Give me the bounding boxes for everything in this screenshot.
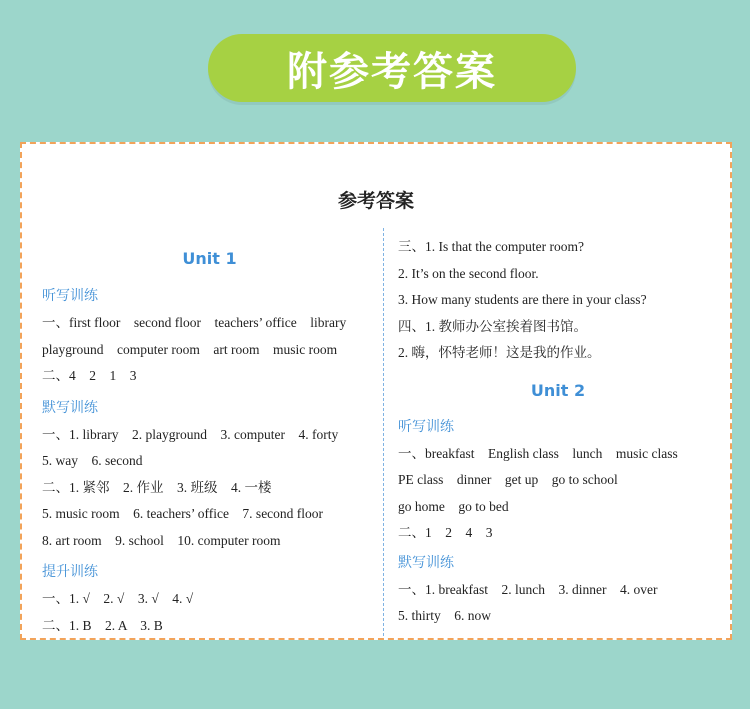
answer-line: 3. How many students are there in your class? xyxy=(398,292,647,307)
answer-line: 一、first floor second floor teachers’ office library xyxy=(42,315,347,330)
answer-line: 一、breakfast English class lunch music class xyxy=(398,445,678,461)
section-title: 听写训练 xyxy=(42,288,98,304)
answer-banner: 附参考答案 xyxy=(208,34,576,102)
answer-line: 一、1. √ 2. √ 3. √ 4. √ xyxy=(42,591,194,606)
answer-line: PE class dinner get up go to school xyxy=(398,472,618,487)
column-divider xyxy=(383,228,384,636)
section-title: 默写训练 xyxy=(42,399,98,416)
answer-line: 二、1. B 2. A 3. B xyxy=(42,617,163,633)
answer-line: 二、1 2 4 3 xyxy=(398,525,493,540)
answer-line: 2. 嗨，怀特老师！这是我的作业。 xyxy=(398,345,601,360)
unit-2-heading: Unit 2 xyxy=(530,380,586,400)
section-title: 提升训练 xyxy=(42,564,98,580)
card-title: 参考答案 xyxy=(337,190,414,212)
section-title: 默写训练 xyxy=(398,554,454,571)
answer-line: 2. It’s on the second floor. xyxy=(398,265,539,281)
answer-line: 三、1. Is that the computer room? xyxy=(398,239,584,254)
right-column xyxy=(398,234,718,630)
answer-line: 一、1. breakfast 2. lunch 3. dinner 4. over xyxy=(398,581,658,597)
answer-line: 5. music room 6. teachers’ office 7. second floor xyxy=(42,506,324,521)
answer-line: 5. way 6. second xyxy=(42,453,143,468)
answer-line: 一、1. library 2. playground 3. computer 4. forty xyxy=(42,426,339,442)
section-title: 听写训练 xyxy=(398,418,454,435)
answer-line: 5. thirty 6. now xyxy=(398,608,491,623)
answer-line: 二、4 2 1 3 xyxy=(42,368,137,383)
answer-card xyxy=(20,142,732,640)
left-column xyxy=(42,240,377,639)
answer-line: playground computer room art room music room xyxy=(42,341,338,357)
answer-line: 二、1. 紧邻 2. 作业 3. 班级 4. 一楼 xyxy=(42,479,272,495)
answer-line: go home go to bed xyxy=(398,498,509,514)
answer-line: 四、1. 教师办公室挨着图书馆。 xyxy=(398,318,587,334)
answer-line: 8. art room 9. school 10. computer room xyxy=(42,532,281,548)
unit-1-heading: Unit 1 xyxy=(182,249,237,268)
